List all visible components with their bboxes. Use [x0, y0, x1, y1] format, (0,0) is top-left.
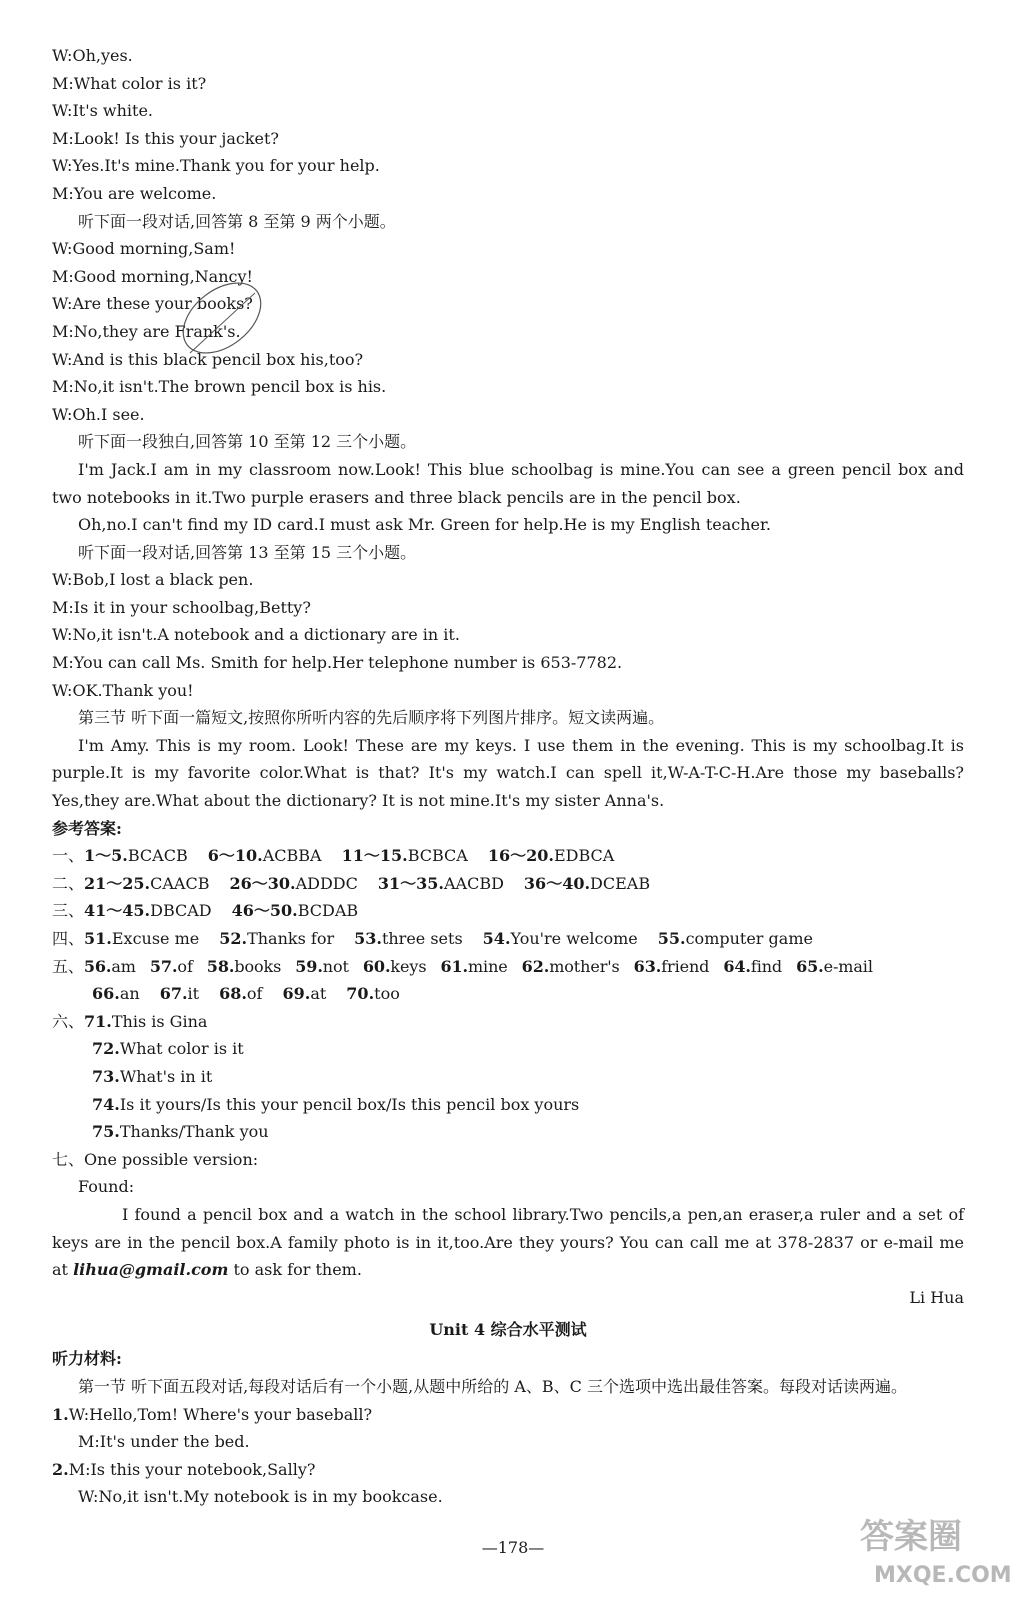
dialogue-line: W:Bob,I lost a black pen. — [52, 570, 254, 590]
answer-row-5b — [52, 980, 964, 1008]
question-number: 1. — [52, 1404, 69, 1424]
dialogue-line: W:Are these your books? — [52, 294, 253, 314]
dialogue-line: W:Hello,Tom! Where's your baseball? — [68, 1404, 373, 1424]
watermark-line-1: 答案圈 — [860, 1517, 962, 1557]
signature: Li Hua — [909, 1287, 964, 1307]
dialogue-line: M:It's under the bed. — [78, 1432, 250, 1452]
dialogue-line: W:It's white. — [52, 101, 153, 121]
answer-key: DBCAD — [150, 901, 212, 921]
answer-number: 55. — [657, 929, 686, 948]
answer-text: of — [246, 984, 263, 1004]
instruction-8-9: 听下面一段对话,回答第 8 至第 9 两个小题。 — [78, 211, 396, 231]
answer-text: e-mail — [823, 956, 873, 976]
answer-key: BCBCA — [407, 846, 468, 866]
question-number: 2. — [52, 1459, 69, 1479]
answer-text: mine — [467, 956, 508, 976]
answer-text: You're welcome — [510, 929, 638, 948]
answer-range: 41～45. — [84, 901, 151, 921]
dialogue-line: M:Look! Is this your jacket? — [52, 128, 279, 148]
answer-number: 53. — [354, 929, 382, 948]
answer-key: BCDAB — [297, 901, 359, 921]
dialogue-line: M:No,it isn't.The brown pencil box is his. — [52, 377, 387, 397]
dialogue-line: W:Good morning,Sam! — [52, 239, 236, 259]
answer-number: 66. — [92, 984, 120, 1004]
answer-key: DCEAB — [590, 873, 651, 893]
dialogue-line: W:Yes.It's mine.Thank you for your help. — [52, 156, 380, 176]
answer-row-6-74 — [52, 1091, 964, 1119]
answer-range: 26～30. — [229, 873, 296, 893]
answer-number: 67. — [159, 984, 188, 1004]
page-content — [52, 42, 964, 1511]
answer-text: keys — [390, 956, 427, 976]
answer-row-6-71 — [52, 1008, 964, 1036]
answer-range: 16～20. — [487, 846, 554, 866]
instruction-10-12: 听下面一段独白,回答第 10 至第 12 三个小题。 — [78, 432, 417, 452]
answer-number: 63. — [633, 956, 662, 976]
dialogue-block-a — [52, 42, 964, 208]
answer-text: Excuse me — [111, 929, 200, 948]
answer-part-label: 七、 — [52, 1149, 85, 1169]
dialogue-line: W:No,it isn't.A notebook and a dictionary are in it. — [52, 625, 460, 645]
answer-number: 56. — [83, 956, 112, 976]
unit4-instruction: 第一节 听下面五段对话,每段对话后有一个小题,从题中所给的 A、B、C 三个选项中选出最佳答案。每段对话读两遍。 — [78, 1376, 907, 1396]
answer-number: 58. — [206, 956, 235, 976]
answer-key: ADDDC — [295, 873, 358, 893]
dialogue-line: M:You can call Ms. Smith for help.Her telephone number is 653-7782. — [52, 653, 623, 673]
answer-key: AACBD — [443, 873, 504, 893]
answer-row-3 — [52, 897, 964, 925]
answer-text: Is it yours/Is this your pencil box/Is this pencil box yours — [119, 1094, 580, 1114]
answer-key: EDBCA — [553, 846, 615, 866]
answer-range: 21～25. — [84, 873, 151, 893]
answer-number: 72. — [92, 1039, 120, 1059]
dialogue-line: W:No,it isn't.My notebook is in my bookcase. — [78, 1487, 443, 1507]
answer-text: of — [177, 956, 193, 976]
answer-text: What color is it — [119, 1039, 244, 1059]
found-notice-text-end: to ask for them. — [228, 1260, 362, 1280]
rubber-stamp-icon — [160, 278, 280, 378]
answers-heading: 参考答案: — [52, 818, 122, 838]
answer-text: Thanks for — [247, 929, 335, 948]
monologue-paragraph: I'm Jack.I am in my classroom now.Look! This blue schoolbag is mine.You can see a green pencil box and two notebooks in it.Two purple erasers and three black pencils are in the pencil box. — [52, 459, 964, 507]
answer-number: 68. — [219, 984, 247, 1004]
answer-text: Thanks/Thank you — [119, 1122, 269, 1142]
answer-text: too — [374, 984, 400, 1004]
answer-text: not — [322, 956, 349, 976]
answer-range: 11～15. — [341, 846, 408, 866]
answer-range: 46～50. — [231, 901, 298, 921]
answer-number: 64. — [723, 956, 751, 976]
answer-number: 70. — [346, 984, 375, 1004]
answer-row-2 — [52, 870, 964, 898]
answer-number: 57. — [149, 956, 178, 976]
answer-part-label: 四、 — [52, 929, 85, 948]
answer-number: 71. — [84, 1011, 112, 1031]
answer-range: 31～35. — [377, 873, 444, 893]
answer-text: at — [310, 984, 327, 1004]
answer-number: 52. — [219, 929, 248, 948]
answer-range: 36～40. — [523, 873, 591, 893]
answer-key: BCACB — [127, 846, 188, 866]
answer-key: CAACB — [150, 873, 210, 893]
answer-text: This is Gina — [111, 1011, 208, 1031]
answer-row-6-75 — [52, 1118, 964, 1146]
answer-text: What's in it — [119, 1066, 213, 1086]
answer-text: it — [187, 984, 200, 1004]
watermark-line-2: MXQE.COM — [874, 1563, 1012, 1588]
answer-number: 75. — [92, 1122, 120, 1142]
page-number: —178— — [481, 1538, 545, 1557]
answer-number: 54. — [482, 929, 511, 948]
answer-text: books — [234, 956, 282, 976]
answer-text: am — [111, 956, 136, 976]
dialogue-line: M:What color is it? — [52, 73, 207, 93]
answer-row-7 — [52, 1146, 964, 1174]
listening-label: 听力材料: — [52, 1349, 122, 1369]
answer-number: 59. — [295, 956, 323, 976]
dialogue-line: M:Is it in your schoolbag,Betty? — [52, 597, 311, 617]
found-notice-body — [52, 1201, 964, 1284]
answer-row-1 — [52, 842, 964, 870]
unit4-question-1 — [52, 1401, 964, 1429]
answer-number: 73. — [92, 1066, 120, 1086]
answer-number: 51. — [84, 929, 112, 948]
answer-part-label: 六、 — [52, 1011, 85, 1031]
section3-instruction: 第三节 听下面一篇短文,按照你所听内容的先后顺序将下列图片排序。短文读两遍。 — [78, 708, 665, 728]
answer-text: an — [119, 984, 140, 1004]
answer-number: 61. — [440, 956, 468, 976]
answer-key: ACBBA — [262, 846, 322, 866]
answer-row-6-72 — [52, 1035, 964, 1063]
answer-text: three sets — [381, 929, 463, 948]
answer-text: find — [750, 956, 783, 976]
dialogue-line: W:Oh.I see. — [52, 404, 145, 424]
dialogue-line: M:No,they are Frank's. — [52, 321, 241, 341]
answer-row-6-73 — [52, 1063, 964, 1091]
answer-number: 65. — [796, 956, 824, 976]
answer-number: 60. — [362, 956, 391, 976]
dialogue-line: M:You are welcome. — [52, 183, 217, 203]
dialogue-line: W:OK.Thank you! — [52, 680, 194, 700]
dialogue-line: M:Is this your notebook,Sally? — [68, 1459, 316, 1479]
email-address: lihua@gmail.com — [73, 1260, 229, 1280]
answer-number: 62. — [521, 956, 550, 976]
found-notice-text: I found a pencil box and a watch in the school library.Two pencils,a pen,an eraser,a ruler and a set of keys are in the pencil box.A family photo is in it,too.Are they yours? You can call me at 378-2837 or e-mail me at — [52, 1204, 964, 1280]
answer-range: 6～10. — [207, 846, 263, 866]
answer-part-label: 二、 — [52, 873, 85, 893]
dialogue-line: M:Good morning,Nancy! — [52, 266, 253, 286]
answer-part-label: 五、 — [52, 956, 84, 976]
answer-part-label: 三、 — [52, 901, 85, 921]
answer-range: 1～5. — [84, 846, 128, 866]
answer-text: computer game — [685, 929, 813, 948]
dialogue-line: W:And is this black pencil box his,too? — [52, 349, 364, 369]
unit4-title: Unit 4 综合水平测试 — [429, 1320, 587, 1340]
amy-passage: I'm Amy. This is my room. Look! These are my keys. I use them in the evening. This is my schoolbag.It is purple.It is my favorite color.What is that? It's my watch.I can spell it,W-A-T-C-H.Are those my baseballs? Yes,they are.What about the dictionary? It is not mine.It's my sister Anna's. — [52, 735, 964, 811]
dialogue-line: W:Oh,yes. — [52, 46, 133, 65]
unit4-question-2 — [52, 1456, 964, 1484]
found-label: Found: — [78, 1177, 135, 1197]
answer-row-4 — [52, 925, 964, 953]
answer-number: 74. — [92, 1094, 120, 1114]
monologue-paragraph: Oh,no.I can't find my ID card.I must ask Mr. Green for help.He is my English teacher. — [78, 515, 771, 535]
instruction-13-15: 听下面一段对话,回答第 13 至第 15 三个小题。 — [78, 542, 417, 562]
dialogue-block-c — [52, 566, 964, 704]
answer-text: One possible version: — [84, 1149, 259, 1169]
answer-number: 69. — [282, 984, 311, 1004]
answer-text: mother's — [549, 956, 620, 976]
answer-row-5a — [52, 953, 964, 981]
answer-text: friend — [661, 956, 710, 976]
answer-part-label: 一、 — [52, 846, 85, 866]
